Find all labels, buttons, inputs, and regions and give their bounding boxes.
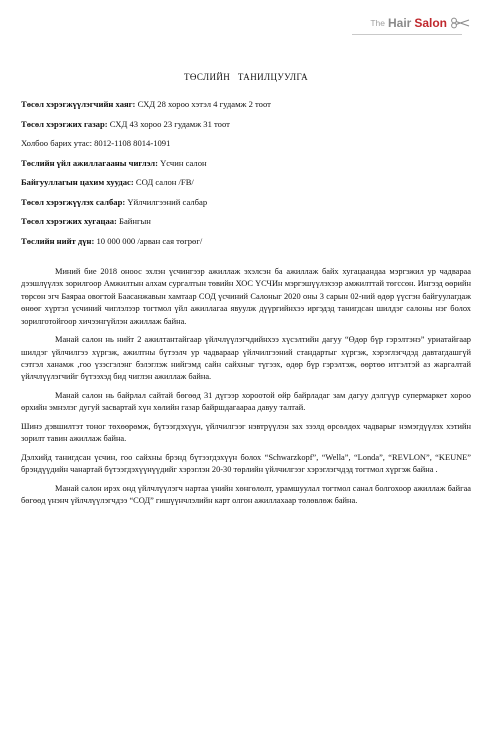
field-label: Төсөл хэрэгжүүлэх салбар: (21, 196, 126, 207)
field-sector (21, 196, 471, 208)
project-info-fields (21, 98, 471, 254)
field-value: Үйлчилгээний салбар (125, 196, 208, 207)
logo-underline (352, 34, 462, 35)
logo-prefix: The (370, 18, 385, 28)
field-value: СХД 28 хороо хэтэл 4 гудамж 2 тоот (135, 99, 271, 109)
field-label: Төсөл хэрэгжих газар: (21, 118, 108, 129)
logo-word-salon: Salon (414, 16, 447, 30)
paragraph-location: Манай салон нь байрлал сайтай бөгөөд 31 дүгээр хороотой өйр байрладаг зам дагуу дэлгүүр супермаркет хороо өрхийн эмнэлэг дугуй засвартай хүн хөлийн газар байршдагаараа давуу талтай. (21, 391, 471, 413)
document-title: ТӨСЛИЙН ТАНИЛЦУУЛГА (184, 72, 308, 82)
salon-logo (370, 16, 470, 30)
field-total-amount (21, 235, 471, 247)
scissors-icon (450, 17, 470, 29)
field-value: Үсчин салон (157, 157, 207, 168)
field-activity-direction (21, 157, 471, 169)
field-website (21, 176, 471, 188)
paragraph-mission: Манай салон нь нийт 2 ажилтантайгаар үйлчлүүлэгчдийнхээ хүсэлтийн дагуу “Өдөр бүр гэрэлтэнэ” уриатайгаар шилдэг үйлчилгээ хүргэж, ажилтны бүтээлч ур чадвараар үйлчилгээний стандартыг хүргэж, хэрэглэгчдэд давтагдашгүй сэтгэл ханамж ,гоо үзэсгэлэнг бэлэглэж нийгэмд сайн сайхныг түгээх, өдөр бүр гэрэлтэж, өөртөө итгэлтэй аз жаргалтай үйлчлүүлэгчийг бүтээхэд бид чиглэн ажиллаж байна. (21, 335, 471, 382)
paragraph-goal: Шинэ дэвшилтэт тоног төхөөрөмж, бүтээгдэхүүн, үйлчилгээг нэвтрүүлэн зах зээлд өрсөлдөх чадварыг нэмэгдүүлэх хэтийн зорилт тавин ажиллаж байна. (21, 422, 471, 444)
field-label: Төсөл хэрэгжих хугацаа: (21, 216, 117, 226)
field-value: СХД 43 хороо 23 гудамж 31 тоот (107, 118, 230, 129)
paragraph-plans: Манай салон ирэх онд үйлчлүүлэгч нартаа үнийн хөнгөлөлт, урамшуулал тогтмол санал болгохоор ажиллаж байгаа бөгөөд үнэнч үйлчлүүлэгчдээ “СОД” гишүүнчлэлийн карт олгон ажиллахаар төлөвлөж байна. (21, 484, 471, 506)
field-implementation-site (21, 118, 471, 130)
field-duration (21, 215, 471, 227)
field-value: Холбоо барих утас: 8012-1108 8014-1091 (21, 138, 171, 148)
logo-word-hair: Hair (387, 16, 412, 30)
paragraph-brands: Дэлхийд танигдсан үсчин, гоо сайхны брэнд бүтээгдэхүүн болох “Schwarzkopf”, “Wella”, “Londa”, “REVLON”, “KEUNE” брэндүүдийн чанартай бүтээгдэхүүнүүдийг хэрэглэн 20-30 төрлийн үйлчилгээг хэрэглэгчдэд тогтмол хүргэж байна . (21, 453, 471, 475)
field-value: Байнгын (116, 216, 151, 226)
field-label: Төслийн нийт дүн: (21, 235, 95, 246)
field-label: Төсөл хэрэгжүүлэгчийн хаяг: (21, 99, 136, 109)
field-contact-phone (21, 137, 471, 149)
paragraph-background: Миний бие 2018 оноос эхлэн үсчингээр ажиллаж эхэлсэн ба ажиллаж байх хугацаандаа мэргэжил ур чадвараа дээшлүүлэх зорилгоор Амжилтын алхам сургалтын төвийн ХОС ҮСЧИн мэргэшүүлэхээр амжилттай төгссөн. Ингээд өөрийн төрсөн эгч Баяраа овогтой Баасанжавын хамтаар СОД үсчиний Салоныг 2020 оны 3 сарын 02-ний өдөр үүсгэн байгуулагдаж өнөөг хүртэл үсчиний чиглэлээр тогтмол үйл ажиллагаа явуулж дүүргийнхээ иргэдэд танигдсан шилдэг салоны нэг болох зорилготойгоор хичээнгүйлэн ажиллаж байна. (21, 267, 471, 326)
field-label: Төслийн үйл ажиллагааны чиглэл: (21, 157, 158, 168)
field-value: СОД салон /FB/ (133, 177, 194, 187)
document-body (21, 266, 471, 514)
field-value: 10 000 000 /арван сая төгрөг/ (94, 235, 203, 246)
field-label: Байгууллагын цахим хуудас: (21, 177, 134, 187)
field-implementer-address (21, 98, 471, 110)
